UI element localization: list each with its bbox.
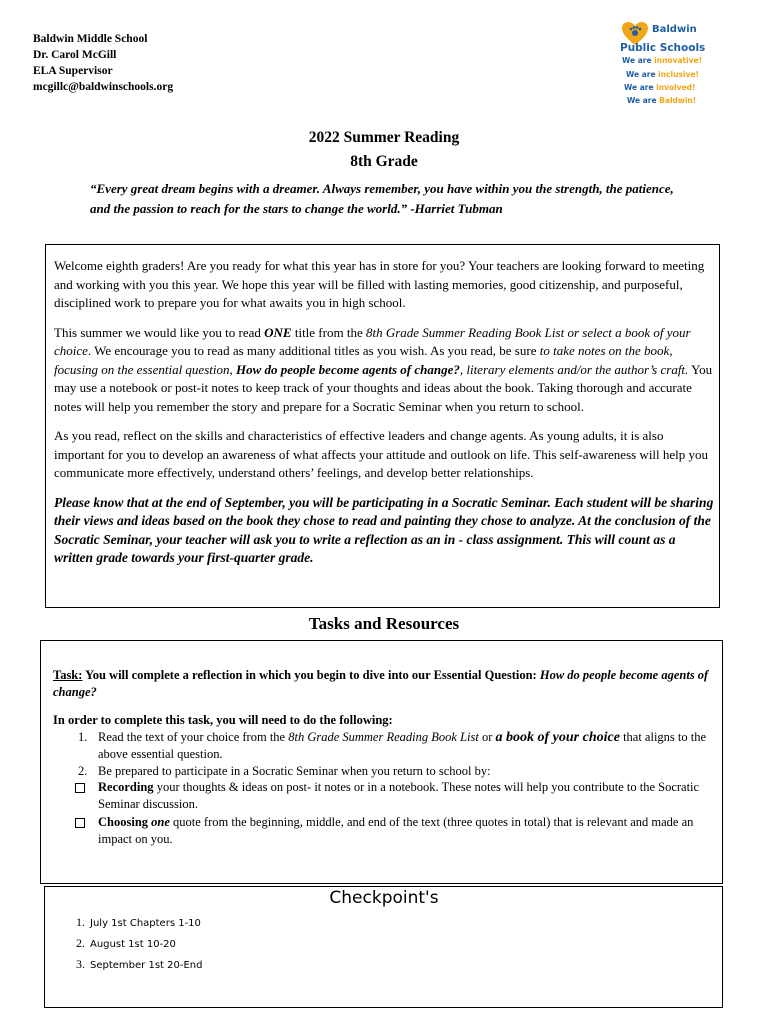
author-role: ELA Supervisor xyxy=(33,65,113,77)
intro-paragraph-1: Welcome eighth graders! Are you ready for what this year has in store for you? Your teachers are looking forward to meeting and working with you this year. We hope this year will be filled with lasting memories, good citizenship, and purposeful, disciplined work to prepare you for what awaits you in high school. xyxy=(54,258,705,310)
checkpoints-title: Checkpoint's xyxy=(329,888,439,908)
intro-paragraph-2: This summer we would like you to read ONE title from the 8th Grade Summer Reading Book List or select a book of your choice. We encourage you to read as many additional titles as you wish. As you read, be sure to take notes on the book, focusing on the essential question, How do people become agents of change?, literary elements and/or the author’s craft. You may use a notebook or post-it notes to keep track of your thoughts and ideas about the book. Taking thorough and accurate notes will help you remember the story and prepare for a Socratic Seminar when you return to school. xyxy=(54,324,713,414)
district-logo xyxy=(612,22,732,108)
checkpoints-list xyxy=(76,912,202,975)
task-statement: Task: You will complete a reflection in which you begin to dive into our Essential Question: How do people become agents of change? xyxy=(53,668,709,699)
author-name: Dr. Carol McGill xyxy=(33,49,117,61)
intro-paragraph-4: Please know that at the end of September, you will be participating in a Socratic Seminar. Each student will be sharing their views and ideas based on the book they chose to read and painting they chose to analyze. At the conclusion of the Socratic Seminar, your teacher will ask you to write a reflection as an in - class assignment. This will count as a written grade towards your first-quarter grade. xyxy=(54,494,714,565)
author-email: mcgillc@baldwinschools.org xyxy=(33,81,174,93)
tasks-heading: Tasks and Resources xyxy=(308,614,460,633)
task-step-2: 2. Be prepared to participate in a Socratic Seminar when you return to school by: xyxy=(78,763,491,778)
checkpoint-item: 3. September 1st 20-End xyxy=(76,957,203,971)
school-name: Baldwin Middle School xyxy=(33,33,148,45)
logo-brand: Baldwin xyxy=(652,24,697,35)
checkbox-icon xyxy=(75,783,85,793)
logo-tagline: We are involved! xyxy=(624,83,696,92)
page-title: 2022 Summer Reading xyxy=(308,129,460,146)
task-step-1: 1. Read the text of your choice from the 8th Grade Summer Reading Book List or a book of your choice that aligns to the above essential question. xyxy=(78,729,707,761)
checklist-recording: Recording your thoughts & ideas on post- it notes or in a notebook. These notes will help you contribute to the Socratic Seminar discussion. xyxy=(53,779,715,812)
logo-tagline: We are innovative! xyxy=(622,56,703,65)
checkbox-icon xyxy=(75,818,85,828)
page-subtitle: 8th Grade xyxy=(350,153,418,170)
header-block xyxy=(33,31,173,95)
logo-subtitle: Public Schools xyxy=(620,42,706,54)
checklist-choosing: Choosing one quote from the beginning, middle, and end of the text (three quotes in total) that is relevant and made an impact on you. xyxy=(53,814,715,847)
tasks-box xyxy=(40,640,723,884)
intro-paragraph-3: As you read, reflect on the skills and characteristics of effective leaders and change agents. As young adults, it is also important for you to develop an awareness of what affects your attitude and outlook on life. This self-awareness will help you communicate more effectively, understand others’ feelings, and develop better relationships. xyxy=(54,428,709,480)
checkpoint-item: 2. August 1st 10-20 xyxy=(76,936,176,950)
order-heading: In order to complete this task, you will need to do the following: xyxy=(53,713,393,727)
logo-tagline: We are Baldwin! xyxy=(627,96,697,105)
tubman-quote: “Every great dream begins with a dreamer. Always remember, you have within you the strength, the patience, and the passion to reach for the stars to change the world.” -Harriet Tubman xyxy=(90,181,674,216)
logo-tagline: We are inclusive! xyxy=(626,70,699,79)
intro-box xyxy=(45,244,720,608)
checkpoint-item: 1. July 1st Chapters 1-10 xyxy=(76,915,201,929)
